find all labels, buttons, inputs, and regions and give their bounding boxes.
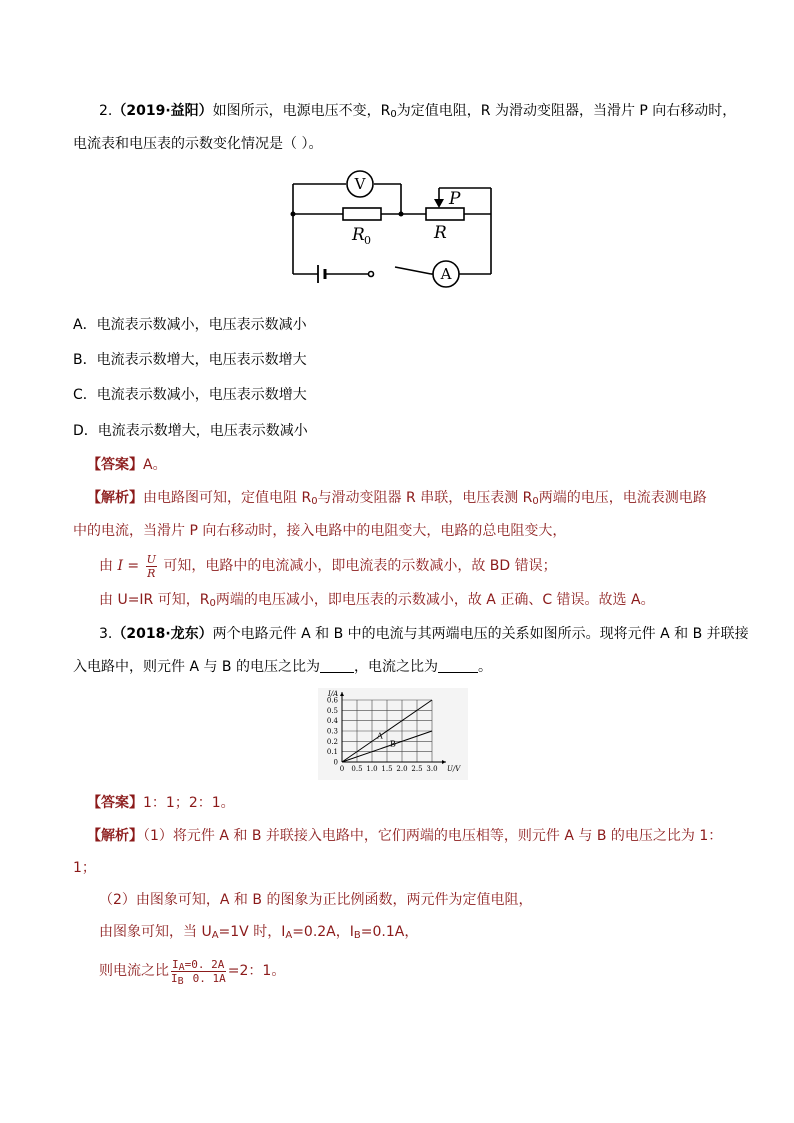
x-tick-label: 3.0	[426, 765, 438, 773]
fraction-u-over-r: $\frac{U}{R}$	[146, 552, 156, 580]
q2-answer	[87, 455, 167, 475]
ammeter-label: A	[440, 265, 452, 283]
q3-answer	[87, 793, 235, 813]
blank-voltage-ratio	[320, 658, 354, 673]
x-axis-label: U/V	[447, 765, 461, 773]
y-tick-label: 0.4	[326, 717, 338, 726]
q3-analysis-line5: 则电流之比 $\frac{I_A=0. 2A}{I_B 0. 1A}$ =2：1。	[99, 957, 286, 987]
q2-analysis-line1: 【解析】由电路图可知，定值电阻 $R_0$与滑动变阻器 R 串联，电压表测 $R_0$两端的电压，电流表测电路	[87, 490, 707, 507]
y-tick-label: 0.2	[326, 737, 338, 746]
q3-analysis-line2: 1；	[73, 860, 96, 876]
q2-stem-line2: 电流表和电压表的示数变化情况是（ ）。	[73, 136, 323, 152]
q3-analysis-line4: 由图象可知，当 $U_A=1V$ 时，$I_A=0.2A$，$I_B=0.1A$，	[99, 924, 419, 941]
answer-value: 1：1；2：1。	[143, 795, 235, 811]
q2-option-a: A．电流表示数减小，电压表示数减小	[73, 317, 307, 333]
x-tick-label: 2.0	[396, 765, 408, 773]
y-tick-label: 0.1	[326, 748, 338, 757]
q3-stem-line1: 3.（2018·龙东）两个电路元件 A 和 B 中的电流与其两端电压的关系如图所示。现将元件 A 和 B 并联接	[99, 626, 749, 642]
x-tick-label: 1.0	[366, 765, 378, 773]
blank-current-ratio	[438, 658, 478, 673]
answer-value: A。	[143, 457, 167, 473]
answer-tag: 【答案】	[87, 457, 143, 473]
y-axis-label: I/A	[328, 690, 339, 698]
series-label-a: A	[377, 731, 383, 741]
x-tick-label: 2.5	[411, 765, 423, 773]
q3-source: （2018·龙东）	[112, 626, 213, 642]
q2-option-d: D．电流表示数增大，电压表示数减小	[73, 423, 308, 439]
y-tick-label: 0.6	[326, 696, 338, 705]
r-label: R	[434, 223, 447, 243]
q3-analysis-line3: （2）由图象可知，A 和 B 的图象为正比例函数，两元件为定值电阻，	[99, 892, 533, 908]
r0-label: R	[352, 225, 365, 245]
q2-analysis-line4: 由 U=IR 可知，$R_0$两端的电压减小，即电压表的示数减小，故 A 正确、C 错误。故选 A。	[99, 592, 655, 609]
q2-analysis-line2: 中的电流，当滑片 P 向右移动时，接入电路中的电阻变大，电路的总电阻变大，	[73, 523, 567, 539]
voltmeter-label: V	[354, 175, 366, 193]
r0-subscript: 0	[364, 234, 371, 247]
x-tick-label: 0	[339, 765, 345, 773]
q2-option-c: C．电流表示数减小，电压表示数增大	[73, 387, 307, 403]
origin-label: 0	[333, 758, 338, 767]
answer-tag: 【答案】	[87, 795, 143, 811]
y-tick-label: 0.3	[326, 727, 338, 736]
y-tick-label: 0.5	[326, 706, 338, 715]
series-label-b: B	[390, 739, 396, 749]
q3-number: 3.	[99, 626, 113, 642]
q3-analysis-line1: 【解析】（1）将元件 A 和 B 并联接入电路中，它们两端的电压相等，则元件 A 与 B 的电压之比为 1：	[87, 828, 723, 844]
q2-option-b: B．电流表示数增大，电压表示数增大	[73, 352, 307, 368]
slider-label: P	[449, 189, 461, 209]
q3-stem-line2: 入电路中，则元件 A 与 B 的电压之比为 ，电流之比为 。	[73, 659, 492, 675]
q2-analysis-line3: 由 I = $\frac{U}{R}$ 可知，电路中的电流减小，即电流表的示数减小，故 BD 错误；	[99, 552, 557, 580]
q2-number: 2.	[99, 103, 113, 119]
iv-graph	[318, 688, 468, 780]
fraction-current-ratio: $\frac{I_A=0. 2A}{I_B 0. 1A}$	[171, 957, 226, 987]
circuit-diagram	[285, 166, 500, 292]
x-tick-label: 0.5	[351, 765, 363, 773]
x-tick-label: 1.5	[381, 765, 393, 773]
q2-stem-line1: 2.（2019·益阳）如图所示，电源电压不变，$R_0$为定值电阻，R 为滑动变阻器，当滑片 P 向右移动时，	[99, 103, 737, 120]
q2-source: （2019·益阳）	[112, 103, 213, 119]
